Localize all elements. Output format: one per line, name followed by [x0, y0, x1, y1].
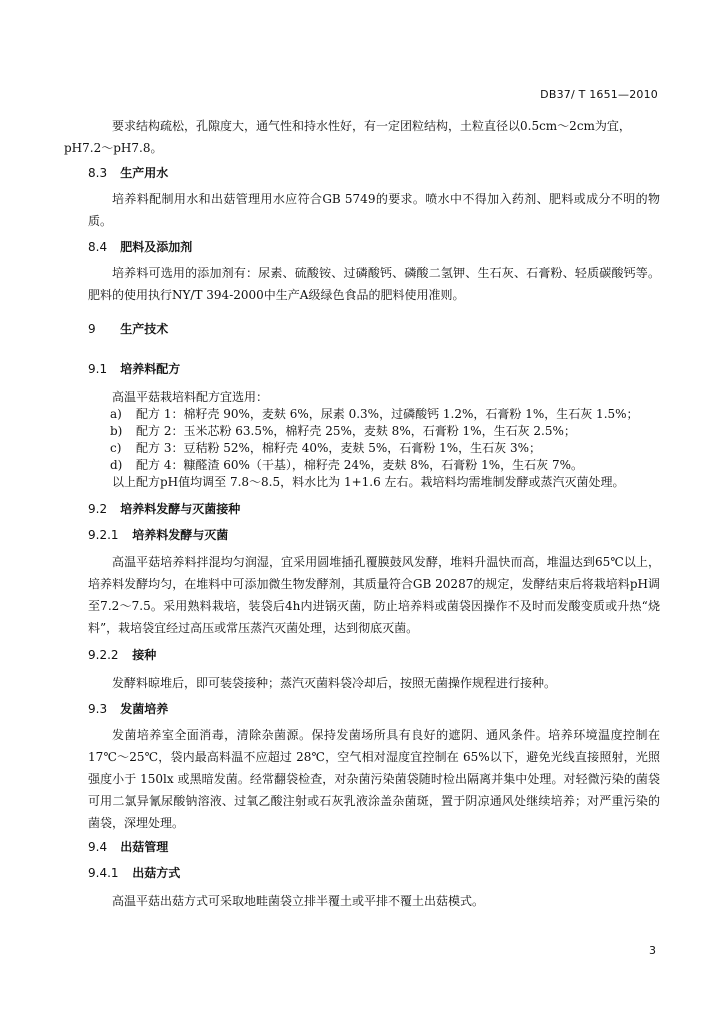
section-title: 出菇管理 — [120, 840, 169, 854]
section-heading-9-2 — [88, 500, 240, 518]
recipe-text: 配方 4：糠醛渣 60%（干基），棉籽壳 24%，麦麸 8%，石膏粉 1%，生石灰 7%。 — [136, 458, 583, 472]
recipe-text: 配方 2：玉米芯粉 63.5%，棉籽壳 25%，麦麸 8%，石膏粉 1%，生石灰 2.5%； — [136, 424, 576, 438]
section-heading-9-1 — [88, 360, 180, 378]
section-heading-9 — [88, 320, 168, 338]
section-number: 9.2.1 — [88, 528, 119, 542]
section-heading-9-4 — [88, 838, 168, 856]
section-title: 接种 — [132, 648, 157, 662]
section-title: 生产用水 — [120, 166, 169, 180]
section-number: 9.4.1 — [88, 866, 119, 880]
paragraph-9-2-1: 高温平菇培养料拌混均匀润湿，宜采用圆堆插孔覆膜鼓风发酵，堆料升温快而高，堆温达到65℃以上，培养料发酵均匀，在堆料中可添加微生物发酵剂，其质量符合GB 20287的规定，发酵结束后将栽培料pH调至7.2～7.5。采用熟料栽培，装袋后4h内进锅灭菌，防止培养料或菌袋因操作不及时而发酸变质或升热“烧料”，栽培袋宜经过高压或常压蒸汽灭菌处理，达到彻底灭菌。 — [88, 555, 660, 635]
paragraph-9-4-1: 高温平菇出菇方式可采取地畦菌袋立排半覆土或平排不覆土出菇模式。 — [112, 894, 485, 908]
recipe-item — [110, 423, 576, 440]
recipe-item — [110, 457, 583, 474]
list-marker: a) — [110, 407, 122, 421]
section-number: 9 — [88, 322, 96, 336]
recipe-intro: 高温平菇栽培料配方宜选用： — [112, 390, 269, 404]
paragraph-line: pH7.2～pH7.8。 — [64, 141, 163, 155]
section-number: 9.1 — [88, 362, 108, 376]
section-number: 8.4 — [88, 240, 108, 254]
paragraph-8-3: 培养料配制用水和出菇管理用水应符合GB 5749的要求。喷水中不得加入药剂、肥料或成分不明的物质。 — [88, 192, 660, 228]
paragraph-8-4: 培养料可选用的添加剂有：尿素、硫酸铵、过磷酸钙、磷酸二氢钾、生石灰、石膏粉、轻质碳酸钙等。肥料的使用执行NY/T 394-2000中生产A级绿色食品的肥料使用准则。 — [88, 266, 660, 302]
section-heading-8-3 — [88, 164, 168, 182]
list-marker: c) — [110, 441, 122, 455]
document-id: DB37/ T 1651—2010 — [540, 88, 658, 101]
section-number: 9.2.2 — [88, 648, 119, 662]
section-title: 培养料配方 — [120, 362, 181, 376]
section-number: 9.3 — [88, 702, 108, 716]
section-title: 培养料发酵与灭菌 — [132, 528, 229, 542]
paragraph-line: 要求结构疏松，孔隙度大，通气性和持水性好，有一定团粒结构，土粒直径以0.5cm～2cm为宜， — [112, 119, 631, 133]
section-heading-9-2-1 — [88, 526, 228, 544]
section-number: 8.3 — [88, 166, 108, 180]
section-title: 培养料发酵与灭菌接种 — [120, 502, 241, 516]
section-title: 发菌培养 — [120, 702, 169, 716]
section-title: 出菇方式 — [132, 866, 181, 880]
paragraph-9-2-2: 发酵料晾堆后，即可装袋接种；蒸汽灭菌料袋冷却后，按照无菌操作规程进行接种。 — [112, 676, 557, 690]
section-heading-9-2-2 — [88, 646, 156, 664]
section-heading-9-3 — [88, 700, 168, 718]
paragraph-8-2-continued — [64, 115, 660, 159]
recipe-item — [110, 440, 541, 457]
page-number: 3 — [649, 944, 656, 957]
section-number: 9.2 — [88, 502, 108, 516]
recipe-text: 配方 1：棉籽壳 90%，麦麸 6%，尿素 0.3%，过磷酸钙 1.2%，石膏粉 1%，生石灰 1.5%； — [136, 407, 639, 421]
section-heading-8-4 — [88, 238, 192, 256]
section-title: 生产技术 — [120, 322, 169, 336]
section-title: 肥料及添加剂 — [120, 240, 193, 254]
section-heading-9-4-1 — [88, 864, 180, 882]
recipe-text: 配方 3：豆秸粉 52%，棉籽壳 40%，麦麸 5%，石膏粉 1%，生石灰 3%； — [136, 441, 541, 455]
paragraph-9-3: 发菌培养室全面消毒，清除杂菌源。保持发菌场所具有良好的遮阴、通风条件。培养环境温度控制在 17℃～25℃，袋内最高料温不应超过 28℃，空气相对湿度宜控制在 65%以下，避免光线直接照射，光照强度小于 150lx 或黑暗发菌。经常翻袋检查，对杂菌污染菌袋随时检出隔离并集中处理。对轻微污染的菌袋可用二氯异氰尿酸钠溶液、过氧乙酸注射或石灰乳液涂盖杂菌斑，置于阴凉通风处继续培养；对严重污染的菌袋，深埋处理。 — [88, 728, 660, 830]
recipe-outro: 以上配方pH值均调至 7.8～8.5，料水比为 1+1.6 左右。栽培料均需堆制发酵或蒸汽灭菌处理。 — [112, 475, 625, 489]
recipe-item — [110, 406, 639, 423]
list-marker: b) — [110, 424, 123, 438]
list-marker: d) — [110, 458, 123, 472]
section-number: 9.4 — [88, 840, 108, 854]
